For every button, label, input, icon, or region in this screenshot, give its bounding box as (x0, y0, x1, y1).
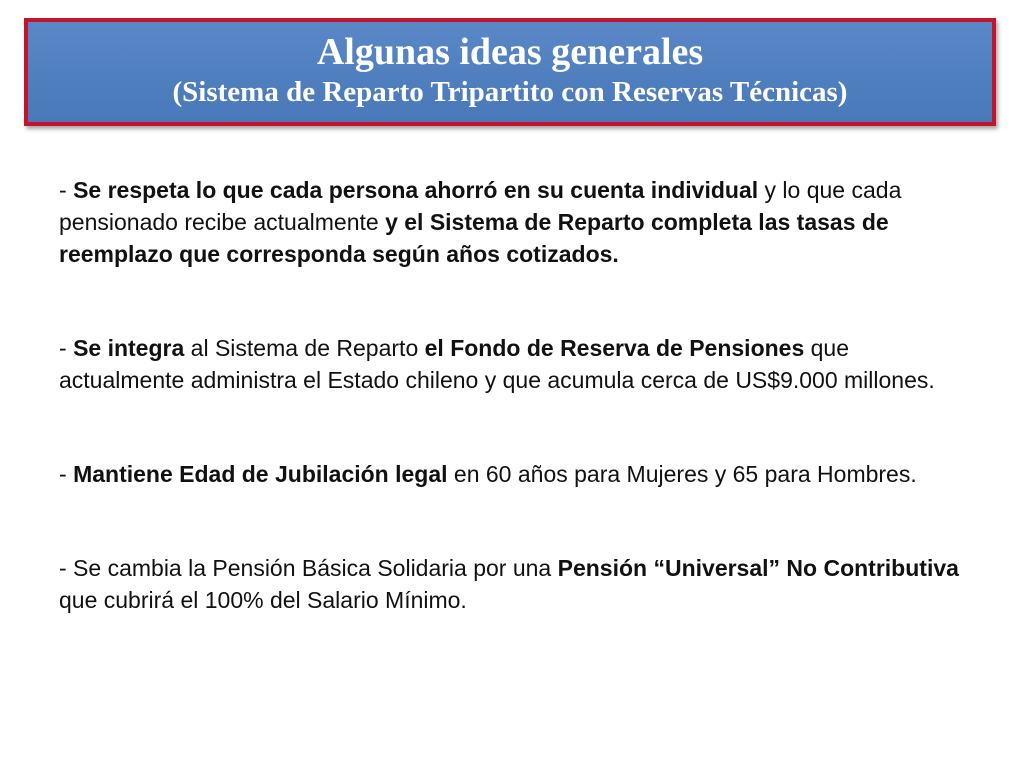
text-segment: que cubrirá el 100% del Salario Mínimo. (59, 587, 467, 613)
text-segment: al Sistema de Reparto (184, 335, 425, 361)
text-segment: que actualmente administra el Estado chileno y que acumula cerca de US$9.000 millones. (59, 335, 935, 393)
bullet-paragraph-retirement-age (59, 458, 969, 490)
text-segment: - (59, 461, 74, 487)
bullet-paragraph-reserve-fund (59, 332, 969, 396)
slide-body (59, 174, 969, 616)
text-segment-bold: el Fondo de Reserva de Pensiones (424, 335, 805, 361)
text-segment: en 60 años para Mujeres y 65 para Hombres. (447, 461, 917, 487)
text-segment-bold: Pensión “Universal” No Contributiva (557, 555, 959, 581)
bullet-paragraph-savings (59, 174, 969, 270)
text-segment-bold: Se integra (73, 335, 185, 361)
text-segment: - (59, 335, 74, 361)
slide-title-box (24, 18, 996, 126)
text-segment: - (59, 177, 74, 203)
text-segment-bold: Mantiene Edad de Jubilación legal (73, 461, 448, 487)
bullet-paragraph-universal-pension (59, 552, 969, 616)
text-segment-bold: Se respeta lo que cada persona ahorró en su cuenta individual (73, 177, 759, 203)
text-segment: y lo que cada pensionado recibe actualmente (59, 177, 902, 235)
slide-title: Algunas ideas generales (316, 31, 704, 73)
text-segment: - Se cambia la Pensión Básica Solidaria por una (59, 555, 558, 581)
text-segment-bold: y el Sistema de Reparto completa las tasas de reemplazo que corresponda según años cotizados. (59, 209, 889, 267)
slide-subtitle: (Sistema de Reparto Tripartito con Reservas Técnicas) (172, 76, 848, 108)
